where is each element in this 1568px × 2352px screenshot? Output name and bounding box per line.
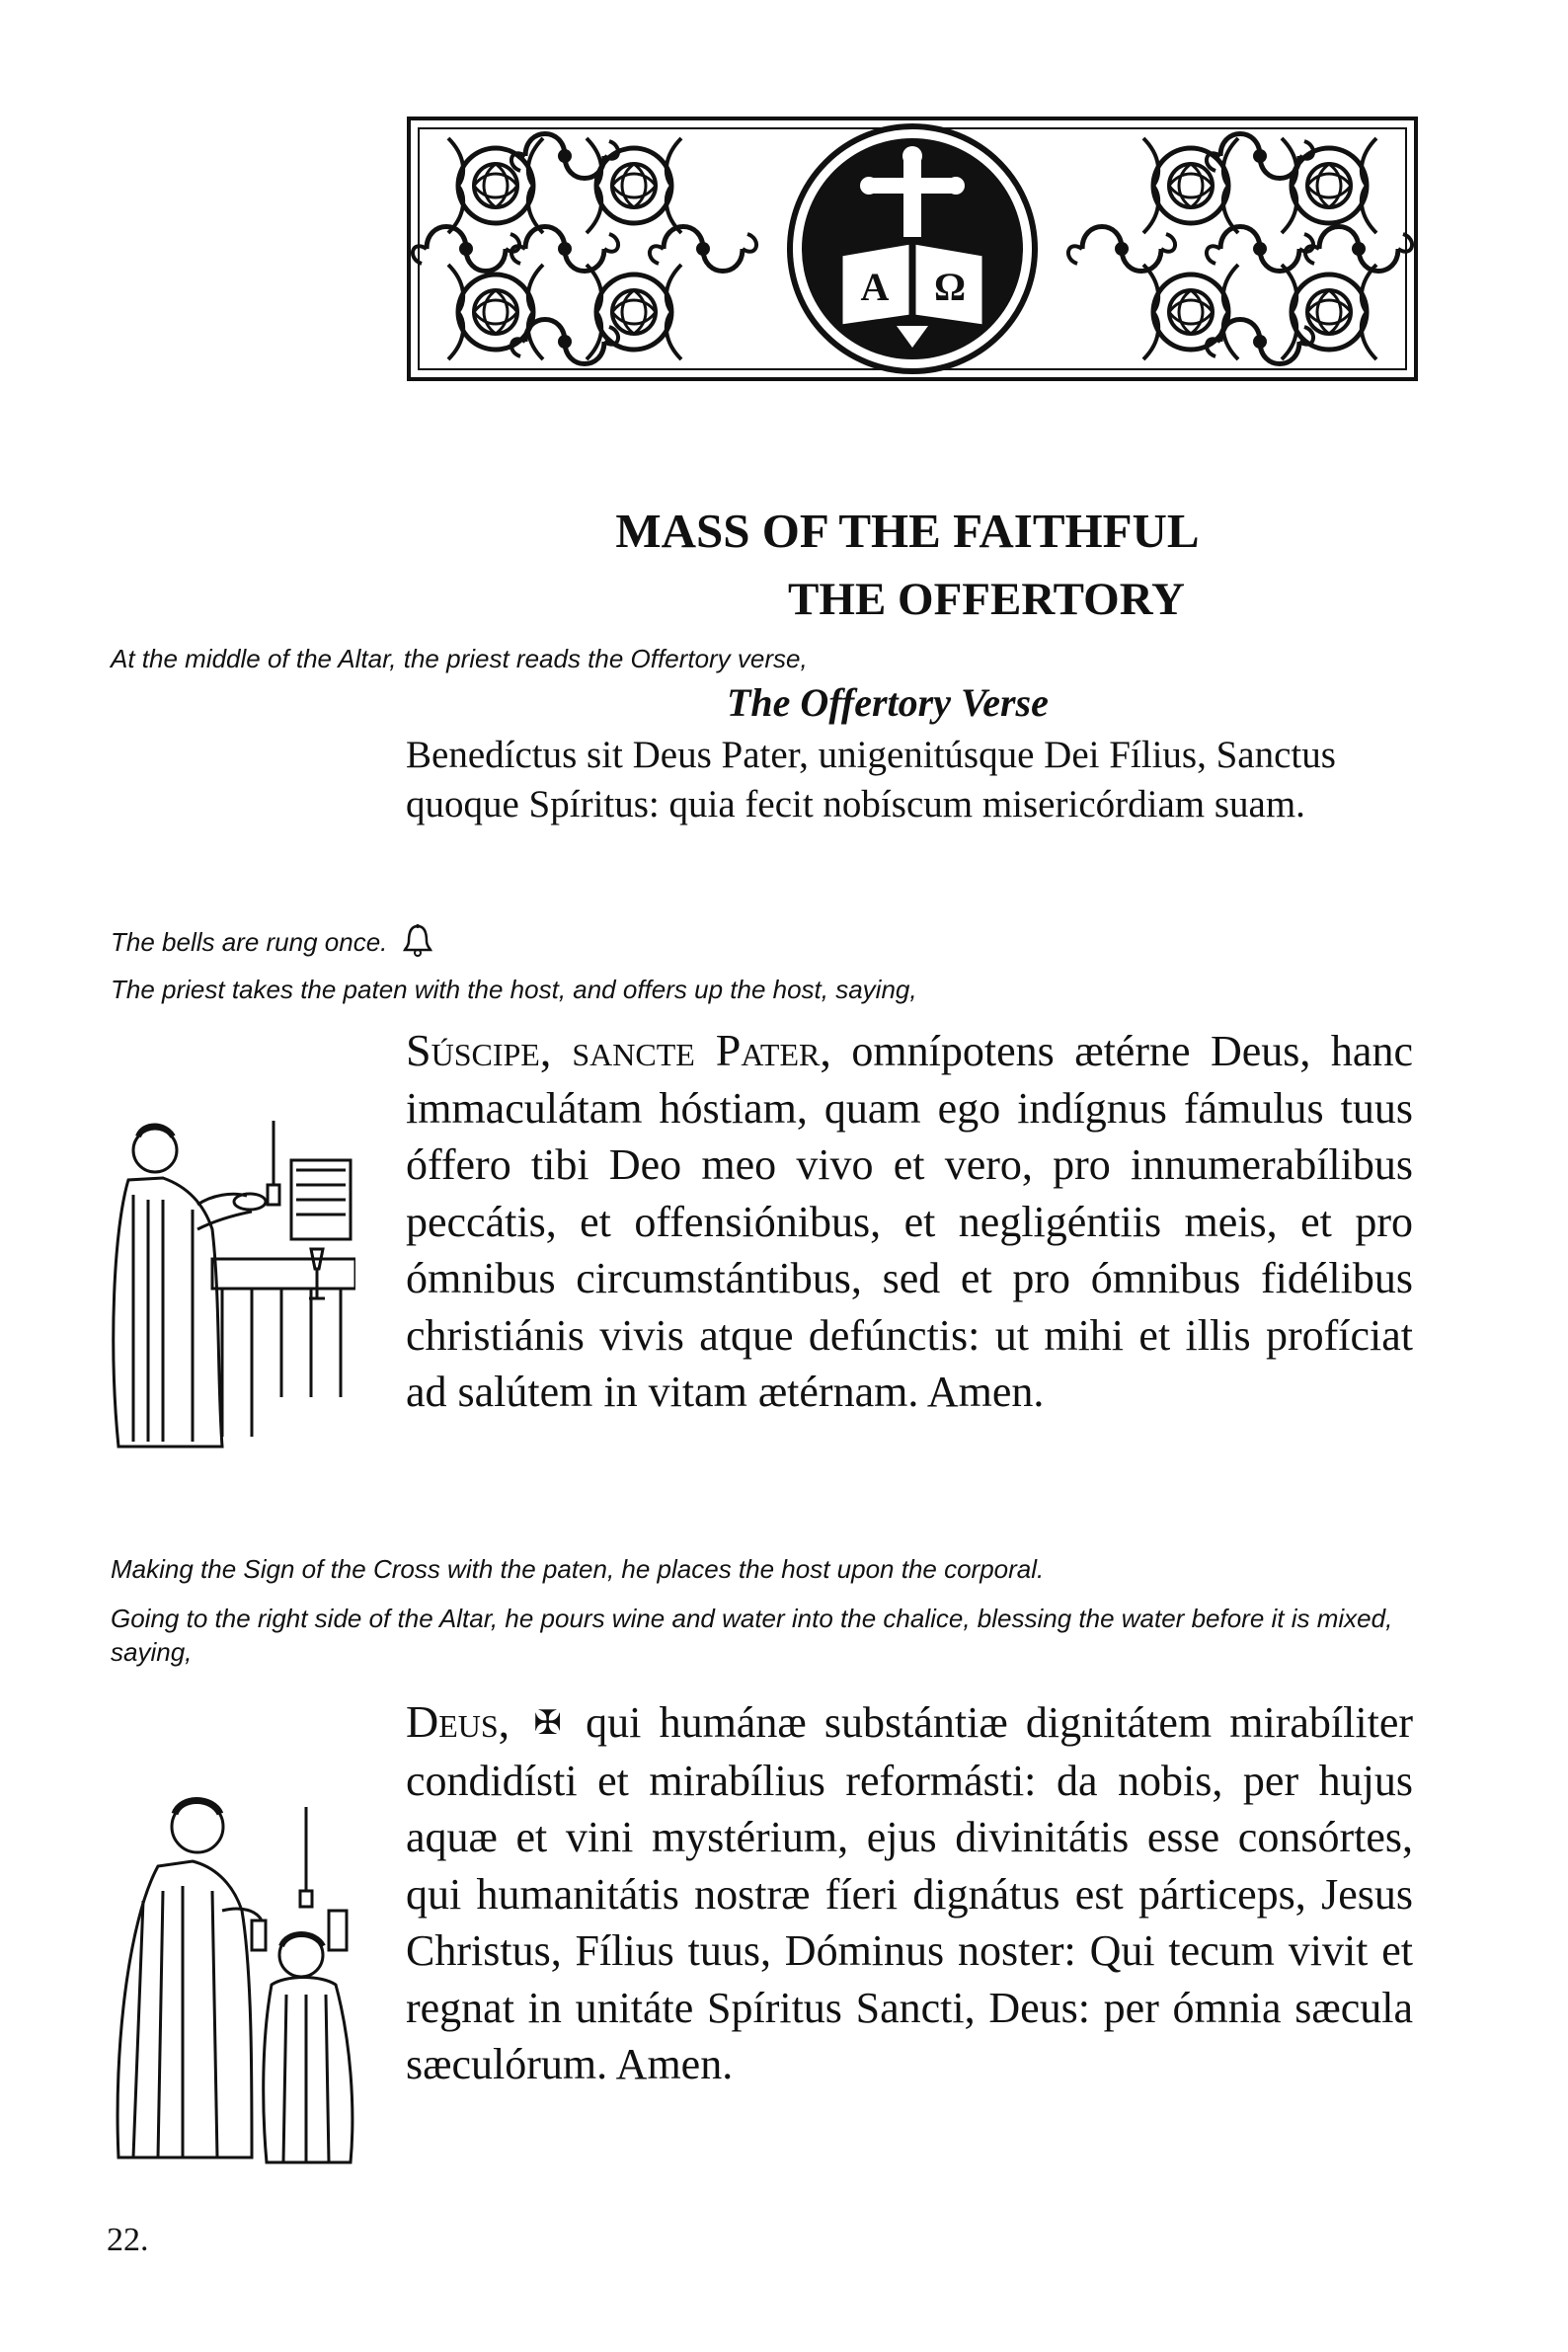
rubric-offertory: At the middle of the Altar, the priest reads the Offertory verse,	[111, 644, 808, 673]
suscipe-prayer-body: omnípotens ætérne Deus, hanc immaculátam hóstiam, quam ego indígnus fámulus tuus óffero tibi Deo meo vivo et vero, pro innumerabílibus peccátis, et offensiónibus, et negligéntiis meis, et pro ómnibus circumstántibus, sed et pro ómnibus fidélibus christiánis vivis atque defúnctis: ut mihi et illis profíciat ad salútem in vitam ætérnam. Amen.	[406, 1027, 1413, 1416]
cross-icon: ✠	[533, 1705, 562, 1742]
rubric-right-side-altar: Going to the right side of the Altar, he pours wine and water into the chalice, blessing the water before it is mixed, saying,	[111, 1604, 1393, 1667]
suscipe-prayer	[406, 1022, 1413, 1421]
deus-prayer-lead: Deus,	[406, 1696, 510, 1747]
priest-with-altar-server-illustration	[104, 1772, 360, 2167]
svg-text:Α: Α	[860, 265, 890, 309]
deus-prayer-body: qui humánæ substántiæ dignitátem mirabíliter condidísti et mirabílius reformásti: da nobis, per hujus aquæ et vini mystérium, ejus divinitátis esse consórtes, qui humanitátis nostræ fíeri dignátus est párticeps, Jesus Christus, Fílius tuus, Dóminus noster: Qui tecum vivit et regnat in unitáte Spíritus Sancti, Deus: per ómnia sæcula sæculórum. Amen.	[406, 1698, 1414, 2088]
ornamental-banner	[407, 117, 1418, 381]
verse-heading: The Offertory Verse	[727, 680, 1049, 725]
priest-offering-host-illustration	[104, 1101, 355, 1461]
rubric-priest-takes-paten: The priest takes the paten with the host, and offers up the host, saying,	[111, 975, 917, 1004]
rubric-sign-of-cross: Making the Sign of the Cross with the paten, he places the host upon the corporal.	[111, 1554, 1045, 1584]
offertory-verse-text: Benedíctus sit Deus Pater, unigenitúsque Dei Fílius, Sanctus quoque Spíritus: quia fecit nobíscum misericórdiam suam.	[406, 734, 1336, 825]
page-number: 22.	[107, 2222, 149, 2258]
rubric-bells	[111, 923, 432, 959]
page-title: MASS OF THE FAITHFUL	[615, 504, 1200, 558]
suscipe-prayer-lead: Súscipe, sancte Pater,	[406, 1025, 831, 1075]
rubric-bells-text: The bells are rung once.	[111, 927, 388, 957]
svg-text:Ω: Ω	[933, 265, 967, 309]
deus-prayer	[406, 1693, 1413, 2093]
bell-icon	[403, 923, 432, 957]
section-title: THE OFFERTORY	[788, 574, 1185, 625]
